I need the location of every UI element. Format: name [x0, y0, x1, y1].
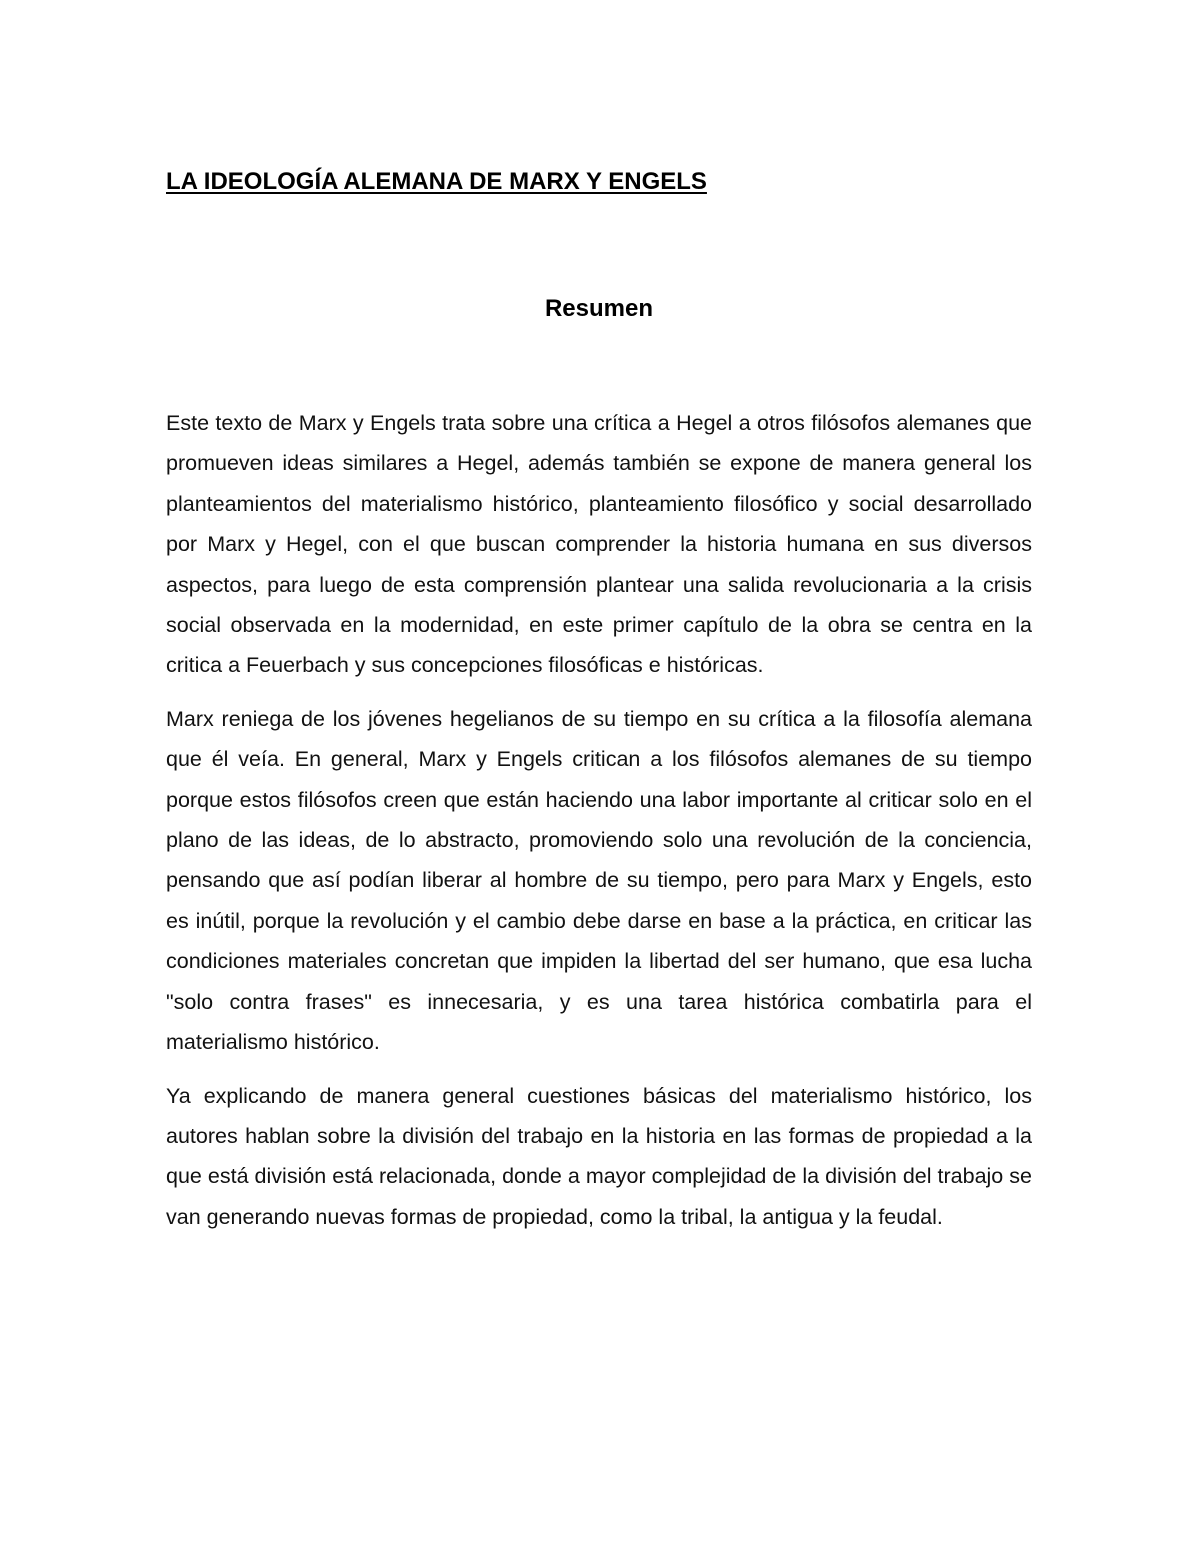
document-title: LA IDEOLOGÍA ALEMANA DE MARX Y ENGELS	[166, 168, 707, 195]
paragraph-3: Ya explicando de manera general cuestiones básicas del materialismo histórico, los autores hablan sobre la división del trabajo en la historia en las formas de propiedad a la que está división está relacionada, donde a mayor complejidad de la división del trabajo se van generando nuevas formas de propiedad, como la tribal, la antigua y la feudal.	[166, 1083, 1032, 1229]
section-heading-resumen: Resumen	[544, 295, 654, 322]
paragraph-2: Marx reniega de los jóvenes hegelianos de su tiempo en su crítica a la filosofía alemana que él veía. En general, Marx y Engels critican a los filósofos alemanes de su tiempo porque estos filósofos creen que están haciendo una labor importante al criticar solo en el plano de las ideas, de lo abstracto, promoviendo solo una revolución de la conciencia, pensando que así podían liberar al hombre de su tiempo, pero para Marx y Engels, esto es inútil, porque la revolución y el cambio debe darse en base a la práctica, en criticar las condiciones materiales concretan que impiden la libertad del ser humano, que esa lucha "solo contra frases" es innecesaria, y es una tarea histórica combatirla para el materialismo histórico.	[166, 706, 1032, 1055]
paragraph-1: Este texto de Marx y Engels trata sobre una crítica a Hegel a otros filósofos alemanes que promueven ideas similares a Hegel, además también se expone de manera general los planteamientos del materialismo histórico, planteamiento filosófico y social desarrollado por Marx y Hegel, con el que buscan comprender la historia humana en sus diversos aspectos, para luego de esta comprensión plantear una salida revolucionaria a la crisis social observada en la modernidad, en este primer capítulo de la obra se centra en la critica a Feuerbach y sus concepciones filosóficas e históricas.	[166, 411, 1032, 678]
body-text	[166, 403, 1032, 1250]
